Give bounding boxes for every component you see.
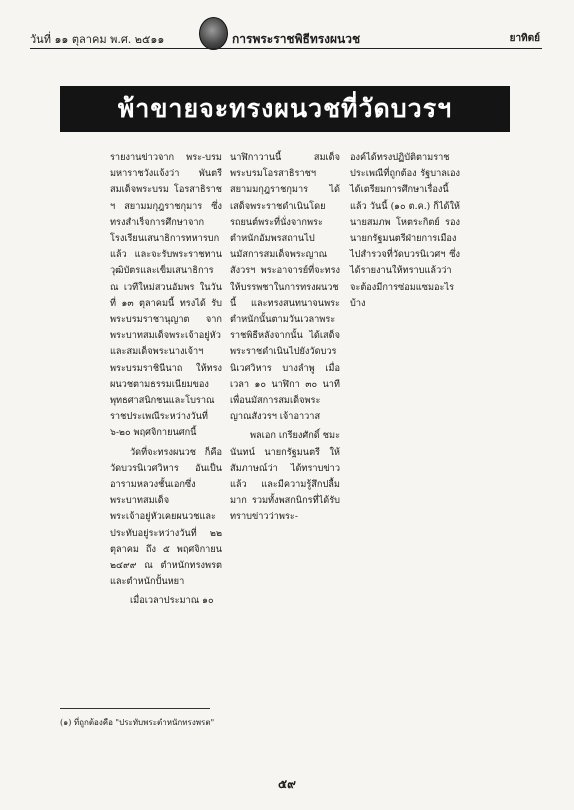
article-paragraph: องค์ได้ทรงปฏิบัติตามราชประเพณีที่ถูกต้อง รัฐบาลเองได้เตรียมการศึกษาเรื่องนี้แล้ว วันนี้ (๑๐ ต.ค.) ก็ได้ให้นายสมภพ โหตระกิตย์ รองนายกรัฐมนตรีฝ่ายการเมือง ไปสำรวจที่วัดบวรนิเวศฯ ซึ่งได้รายงานให้ทราบแล้วว่า จะต้องมีการซ่อมแซมอะไรบ้าง: [350, 152, 460, 309]
footnote: (๑) ที่ถูกต้องคือ "ประทับพระตำหนักทรงพรต": [60, 718, 215, 727]
article-column-2: [230, 150, 340, 526]
article-paragraph: นาฬิกาวานนี้ สมเด็จพระบรมโอรสาธิราชฯ สยามมกุฎราชกุมาร ได้เสด็จพระราชดำเนินโดยรถยนต์พระที่นั่งจากพระตำหนักอัมพรสถานไปนมัสการสมเด็จพระญาณสังวรฯ พระอาจารย์ที่จะทรงให้บรรพชาในการทรงผนวชนี้ และทรงสนทนาจนพระตำหนักนั้นตามวันเวลาพระราชพิธีหลังจากนั้น ได้เสด็จพระราชดำเนินไปยังวัดบวรนิเวศวิหาร บางลำพู เมื่อเวลา ๑๐ นาฬิกา ๓๐ นาที เพื่อนมัสการสมเด็จพระญาณสังวรฯ เจ้าอาวาส: [230, 152, 340, 423]
article-paragraph: วัดที่จะทรงผนวช ก็คือวัดบวรนิเวศวิหาร อันเป็นอารามหลวงชั้นเอกซึ่งพระบาทสมเด็จ พระเจ้าอยู่หัวเคยผนวชและประทับอยู่ระหว่างวันที่ ๒๒ ตุลาคม ถึง ๕ พฤศจิกายน ๒๔๙๙ ณ ตำหนักทรงพรตและตำหนักปั้นหยา: [110, 446, 222, 588]
article-column-3: [350, 150, 460, 312]
royal-seal-icon: [199, 17, 228, 50]
article-paragraph: รายงานข่าวจาก พระ-บรมมหาราชวังแจ้งว่า พันตรีสมเด็จพระบรม โอรสาธิราช ฯ สยามมกุฎราชกุมาร ซึ่งทรงสำเร็จการศึกษาจาก โรงเรียนเสนาธิการทหารบกแล้ว และจะรับพระราชทานวุฒิบัตรและเข็มเสนาธิการ ณ เวทีใหม่สวนอัมพร ในวันที่ ๑๓ ตุลาคมนี้ ทรงได้ รับพระบรมราชานุญาต จากพระบาทสมเด็จพระเจ้าอยู่หัว และสมเด็จพระนางเจ้าฯ พระบรมราชินีนาถ ให้ทรงผนวชตามธรรมเนียมของพุทธศาสนิกชนและโบราณราชประเพณีระหว่างวันที่ ๖-๒๐ พฤศจิกายนศกนี้: [110, 152, 222, 439]
headline: พ้าขายจะทรงผนวชที่วัดบวรฯ: [117, 94, 453, 123]
article-column-1: [110, 150, 222, 610]
page-number: ๕๙: [278, 777, 296, 791]
article-paragraph: เมื่อเวลาประมาณ ๑๐: [130, 595, 214, 607]
header-divider: [30, 48, 542, 49]
headline-banner: [60, 86, 510, 132]
header-date: วันที่ ๑๑ ตุลาคม พ.ศ. ๒๕๑๑: [30, 33, 165, 46]
article-paragraph: พลเอก เกรียงศักดิ์ ชมะนันทน์ นายกรัฐมนตรี ให้สัมภาษณ์ว่า ได้ทราบข่าวแล้ว และมีความรู้สึกปลื้มมาก รวมทั้งพสกนิกรที่ได้รับทราบข่าวว่าพระ-: [230, 430, 340, 523]
header-title: การพระราชพิธีทรงผนวช: [232, 32, 361, 46]
footnote-divider: [60, 708, 210, 709]
header-source: ยาทิตย์: [509, 33, 540, 44]
